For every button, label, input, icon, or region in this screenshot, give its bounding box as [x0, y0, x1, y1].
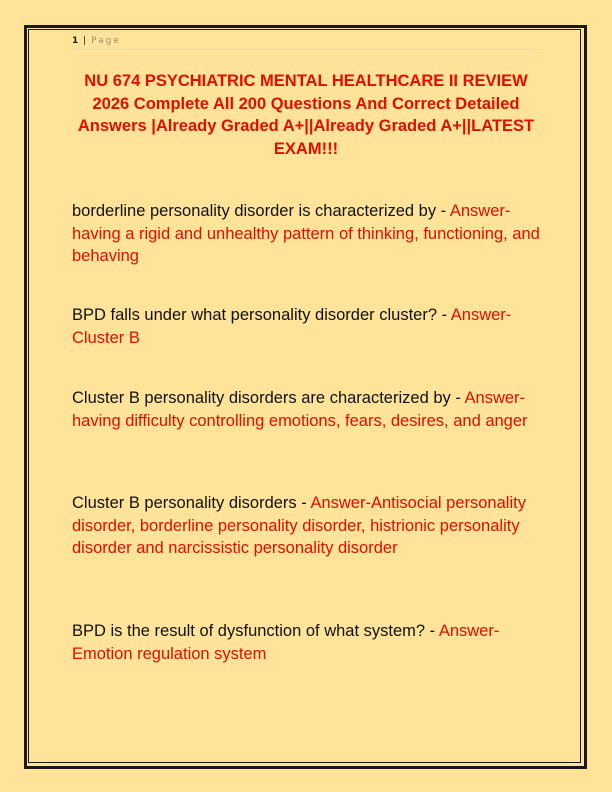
question-text: Cluster B personality disorders -	[72, 494, 311, 512]
page-label: Page	[91, 36, 121, 46]
header-separator: |	[83, 36, 87, 46]
answer-text: Answer-Cluster B	[72, 306, 512, 347]
answer-text: Answer-Antisocial personality disorder, borderline personality disorder, histrionic personality disorder and narcissistic personality disorder	[72, 494, 526, 557]
page-header	[72, 36, 540, 50]
question-text: Cluster B personality disorders are characterized by -	[72, 389, 465, 407]
question-text: BPD is the result of dysfunction of what system? -	[72, 622, 439, 640]
answer-text: Answer-having a rigid and unhealthy pattern of thinking, functioning, and behaving	[72, 202, 540, 265]
question-text: BPD falls under what personality disorder cluster? -	[72, 306, 451, 324]
answer-text: Answer-Emotion regulation system	[72, 622, 500, 663]
qa-item	[72, 492, 542, 560]
qa-item	[72, 387, 542, 432]
question-text: borderline personality disorder is characterized by -	[72, 202, 450, 220]
answer-text: Answer-having difficulty controlling emotions, fears, desires, and anger	[72, 389, 528, 430]
page-number: 1	[72, 36, 79, 46]
qa-item	[72, 304, 542, 349]
document-title: NU 674 PSYCHIATRIC MENTAL HEALTHCARE II REVIEW 2026 Complete All 200 Questions And Correct Detailed Answers |Already Graded A+||Already Graded A+||LATEST EXAM!!!	[77, 72, 535, 158]
qa-item	[72, 200, 542, 268]
qa-item	[72, 620, 542, 665]
